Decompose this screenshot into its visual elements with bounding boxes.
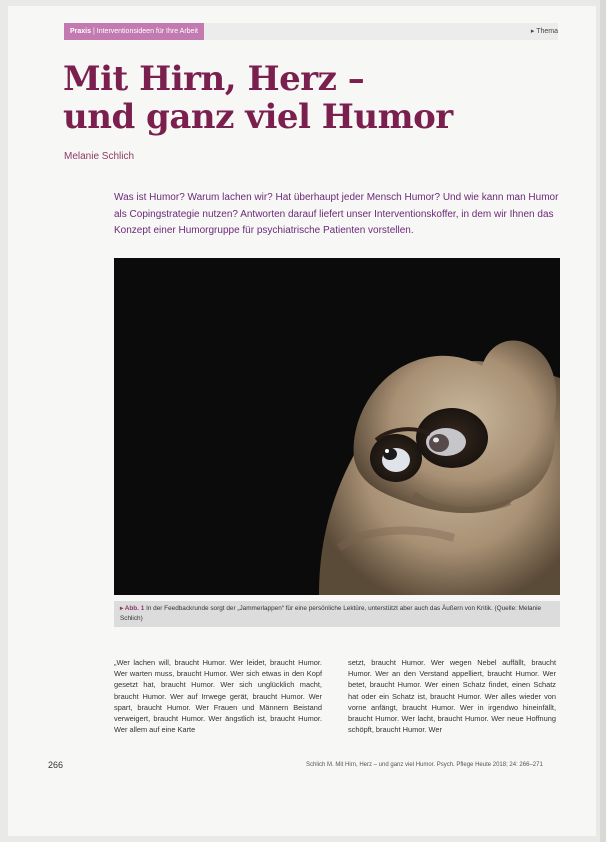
figure-caption <box>114 601 560 627</box>
body-column-right: setzt, braucht Humor. Wer wegen Nebel auffällt, braucht Humor. Wer an den Verstand appelliert, braucht Humor. Wer betet, braucht Humor. Wer einen Schatz findet, einen Schatz hat oder ein Schatz ist, braucht Humor. Wer alles wieder von vorne anfängt, braucht Humor. Wer in irgendwo hineinfällt, braucht Humor. Wer lacht, braucht Humor. Wer neue Hoffnung schöpft, braucht Humor. Wer <box>348 658 556 735</box>
subcategory-label: Interventionsideen für Ihre Arbeit <box>96 28 198 35</box>
puppet-photo-illustration <box>114 258 560 595</box>
page-edge <box>600 0 606 842</box>
article-title <box>63 60 453 136</box>
caption-text: In der Feedbackrunde sorgt der „Jammerlappen“ für eine persönliche Lektüre, unterstützt aber auch das Äußern von Kritik. (Quelle: Melanie Schlich) <box>120 605 542 622</box>
chevron-right-icon: ▸ <box>530 28 535 35</box>
lead-paragraph: Was ist Humor? Warum lachen wir? Hat überhaupt jeder Mensch Humor? Und wie kann man Humor als Copingstrategie nutzen? Antworten darauf liefert unser Interventionskoffer, in dem wir Ihnen das Konzept einer Humorgruppe für psychiatrische Patienten vorstellen. <box>114 192 559 236</box>
section-label-text: Thema <box>536 28 558 35</box>
author-name: Melanie Schlich <box>64 151 135 162</box>
body-column-left: „Wer lachen will, braucht Humor. Wer leidet, braucht Humor. Wer warten muss, braucht Humor. Wer sich etwas in den Kopf gesetzt hat, braucht Humor. Wer sich unglücklich macht, braucht Humor. Wer auf Irrwege gerät, braucht Humor. Wer spart, braucht Humor. Wer Frauen und Männern Beistand verweigert, braucht Humor. Wer ängstlich ist, braucht Humor. Wer allem auf eine Karte <box>114 658 322 735</box>
article-photo <box>114 258 560 595</box>
title-line-2: und ganz viel Humor <box>63 97 453 137</box>
category-tag <box>64 23 204 40</box>
page-number: 266 <box>48 760 64 770</box>
title-line-1: Mit Hirn, Herz – <box>63 59 365 99</box>
footer-citation: Schlich M. Mit Hirn, Herz – und ganz viel Humor. Psych. Pflege Heute 2018; 24: 266–271 <box>306 762 543 768</box>
category-label: Praxis <box>70 28 92 35</box>
section-label <box>531 23 558 40</box>
category-separator: | <box>92 28 95 35</box>
caption-label: ▸ Abb. 1 <box>120 605 145 612</box>
